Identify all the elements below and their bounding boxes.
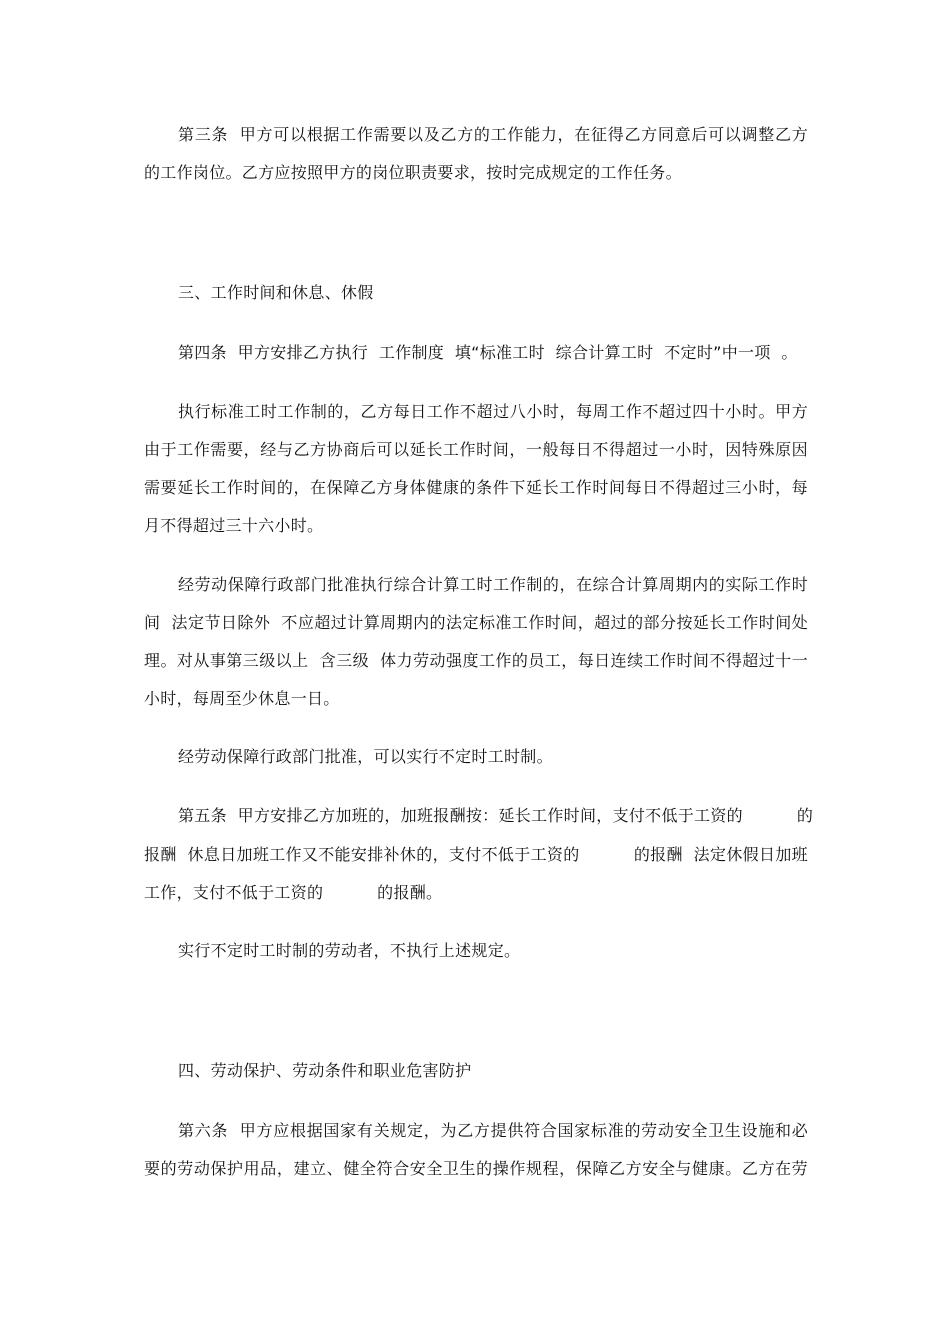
comprehensive-hours-line-3: 理。对从事第三级以上 含三级 体力劳动强度工作的员工，每日连续工作时间不得超过十一 [144,651,808,670]
article-5-line-1: 第五条 甲方安排乙方加班的，加班报酬按：延长工作时间，支付不低于工资的 的 [178,806,814,825]
article-4-text: 第四条 甲方安排乙方执行 工作制度 填“标准工时 综合计算工时 不定时”中一项 。 [178,343,798,362]
section-4-heading: 四、劳动保护、劳动条件和职业危害防护 [178,1061,472,1080]
comprehensive-hours-line-1: 经劳动保障行政部门批准执行综合计算工时工作制的，在综合计算周期内的实际工作时 [178,575,808,594]
comprehensive-hours-line-4: 小时，每周至少休息一日。 [144,689,340,708]
article-6-line-1: 第六条 甲方应根据国家有关规定，为乙方提供符合国家标准的劳动安全卫生设施和必 [178,1121,808,1140]
article-3-line-1: 第三条 甲方可以根据工作需要以及乙方的工作能力，在征得乙方同意后可以调整乙方 [178,125,808,144]
comprehensive-hours-line-2: 间 法定节日除外 不应超过计算周期内的法定标准工作时间，超过的部分按延长工作时间处 [144,613,808,632]
article-5-line-2: 报酬 休息日加班工作又不能安排补休的，支付不低于工资的 的报酬 法定休假日加班 [144,845,808,864]
article-3-line-2: 的工作岗位。乙方应按照甲方的岗位职责要求，按时完成规定的工作任务。 [144,163,682,182]
flexible-exempt-text: 实行不定时工时制的劳动者，不执行上述规定。 [178,941,521,960]
standard-hours-line-4: 月不得超过三十六小时。 [144,516,324,535]
section-3-heading: 三、工作时间和休息、休假 [178,283,374,302]
standard-hours-line-3: 需要延长工作时间的，在保障乙方身体健康的条件下延长工作时间每日不得超过三小时，每 [144,478,808,497]
standard-hours-line-1: 执行标准工时工作制的，乙方每日工作不超过八小时，每周工作不超过四十小时。甲方 [178,402,808,421]
article-5-line-3: 工作，支付不低于工资的 的报酬。 [144,883,443,902]
flexible-hours-text: 经劳动保障行政部门批准，可以实行不定时工时制。 [178,747,553,766]
article-6-line-2: 要的劳动保护用品，建立、健全符合安全卫生的操作规程，保障乙方安全与健康。乙方在劳 [144,1159,808,1178]
standard-hours-line-2: 由于工作需要，经与乙方协商后可以延长工作时间，一般每日不得超过一小时，因特殊原因 [144,440,808,459]
